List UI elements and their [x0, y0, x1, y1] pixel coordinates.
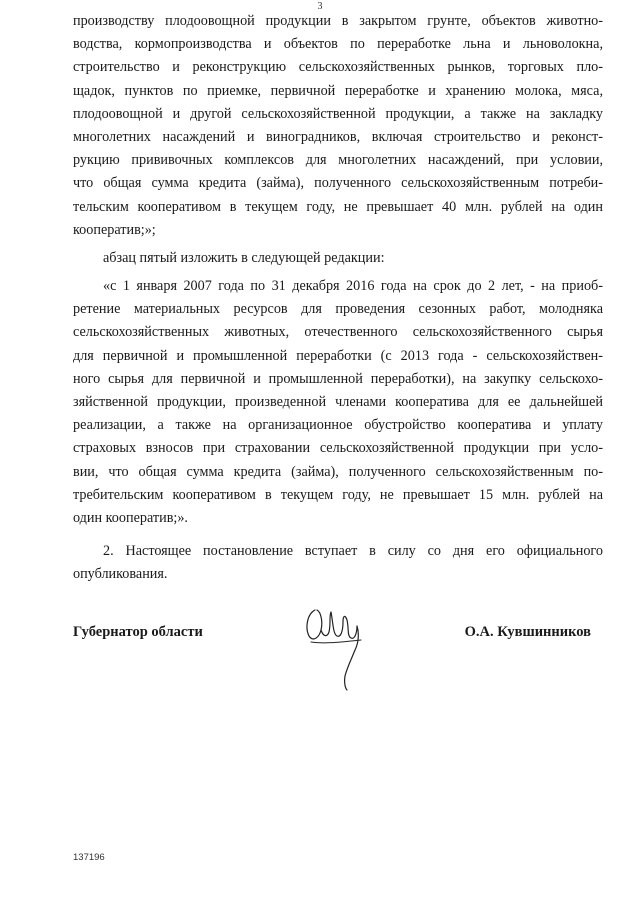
text-line: что общая сумма кредита (займа), полученного сельскохозяйственным потреби-: [73, 175, 603, 192]
text-line: кооператив;»;: [73, 221, 156, 238]
text-line: абзац пятый изложить в следующей редакции:: [103, 249, 385, 266]
position-title: Губернатор области: [73, 624, 203, 640]
text-line: строительство и реконструкцию сельскохозяйственных рынков, торговых пло-: [73, 59, 603, 76]
text-line: ного сырья для первичной и промышленной переработки), на закупку сельскохо-: [73, 370, 603, 387]
text-line: «с 1 января 2007 года по 31 декабря 2016 года на срок до 2 лет, - на приоб-: [103, 278, 603, 295]
text-line: водства, кормопроизводства и объектов по переработке льна и льноволокна,: [73, 36, 603, 53]
document-body: [73, 10, 603, 587]
text-line: вии, что общая сумма кредита (займа), полученного сельскохозяйственным по-: [73, 463, 603, 480]
text-line: производству плодоовощной продукции в закрытом грунте, объектов животно-: [73, 13, 603, 29]
signer-name: О.А. Кувшинников: [464, 624, 591, 640]
text-line: плодоовощной и другой сельскохозяйственной продукции, а также на закладку: [73, 105, 603, 122]
text-line: зяйственной продукции, произведенной членами кооператива для ее дальнейшей: [73, 394, 603, 410]
text-line: реализации, а также на организационное обустройство кооператива и уплату: [73, 417, 603, 434]
text-line: опубликования.: [73, 566, 168, 583]
text-line: рукцию прививочных комплексов для многолетних насаждений, при условии,: [73, 152, 603, 169]
text-line: страховых взносов при страховании сельскохозяйственной продукции при усло-: [73, 440, 603, 457]
text-line: многолетних насаждений и виноградников, включая строительство и реконст-: [73, 128, 603, 145]
text-line: требительским кооперативом в текущем году, не превышает 15 млн. рублей на: [73, 486, 603, 503]
text-line: тельским кооперативом в текущем году, не превышает 40 млн. рублей на один: [73, 198, 603, 215]
text-line: щадок, пунктов по приемке, первичной переработке и хранению молока, мяса,: [73, 82, 603, 99]
page-number: 3: [317, 1, 323, 12]
handwritten-signature: [301, 602, 371, 692]
text-line: сельскохозяйственных животных, отечественного сельскохозяйственного сырья: [73, 324, 603, 341]
text-line: 2. Настоящее постановление вступает в силу со дня его официального: [103, 543, 603, 560]
text-line: для первичной и промышленной переработки (с 2013 года - сельскохозяйствен-: [73, 347, 603, 364]
text-line: ретение материальных ресурсов для проведения сезонных работ, молодняка: [73, 301, 603, 318]
document-code: 137196: [73, 852, 105, 863]
text-line: один кооператив;».: [73, 509, 188, 526]
signature-block: [73, 602, 603, 692]
